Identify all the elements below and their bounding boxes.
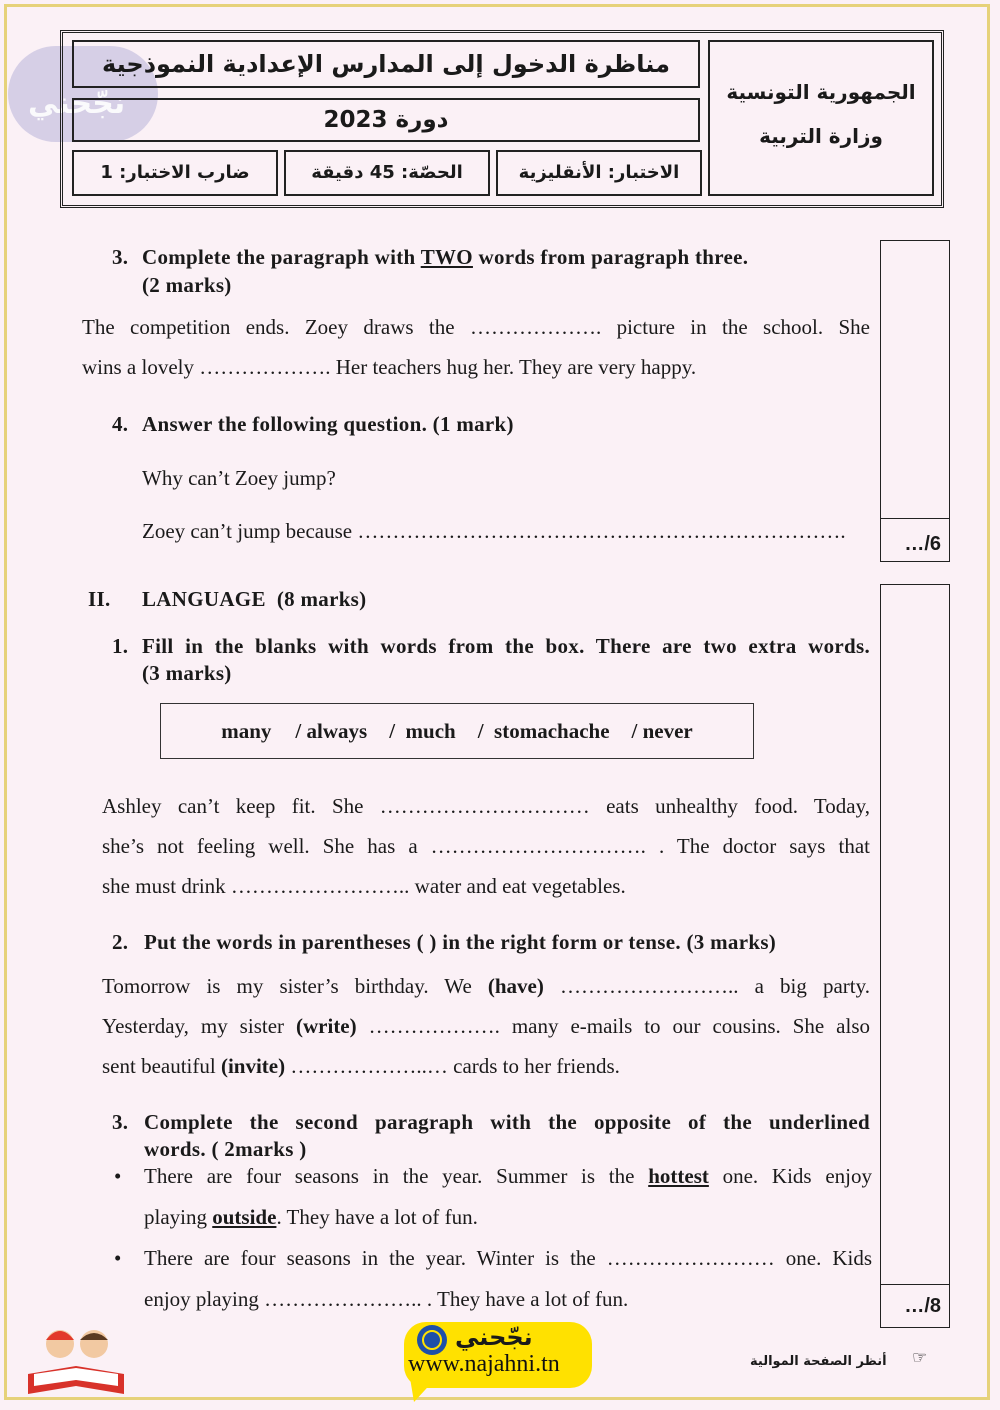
q4-question: Why can’t Zoey jump? [142, 466, 336, 490]
bullet-2: • [114, 1246, 122, 1270]
l-q3-number: 3. [112, 1110, 129, 1134]
word-box-item: / stomachache [477, 718, 610, 743]
page-border [4, 4, 990, 1400]
score-cell-part1 [880, 518, 950, 562]
l-q2-line-1 [102, 974, 870, 999]
l-q2-line-1-c: …………………….. a big party. [543, 974, 870, 998]
subject-box [496, 150, 702, 196]
q3-instruction-text: Complete the paragraph with [142, 245, 416, 269]
b1-text-b: one. Kids enjoy [708, 1164, 872, 1188]
watermark-brand: نجّحني [28, 86, 126, 121]
republic-label: الجمهورية التونسية [726, 80, 916, 104]
q3-marks: (2 marks) [142, 273, 232, 297]
l-q3-marks: words. ( 2marks ) [144, 1137, 307, 1161]
l-q2-line-2-c: ………………. many e-mails to our cousins. She also [356, 1014, 871, 1038]
b1-underlined-hottest: hottest [648, 1164, 709, 1188]
l-q1-instruction: Fill in the blanks with words from the box. There are two extra words. [142, 634, 870, 658]
word-box [160, 703, 754, 759]
next-page-label: أنظر الصفحة الموالية [750, 1354, 887, 1369]
l-q2-line-3-c: ………………..… cards to her friends. [285, 1054, 620, 1078]
coefficient-box [72, 150, 278, 196]
l-q2-instruction: Put the words in parentheses ( ) in the right form or tense. (3 marks) [144, 930, 777, 954]
q3-instruction-underlined: TWO [420, 245, 473, 269]
subject-label: الاختبار: الأنقليزية [518, 162, 680, 183]
word-box-item: / always [295, 718, 368, 743]
word-box-item: / much [389, 718, 456, 743]
q3-instruction [142, 245, 748, 270]
q4-answer-line: Zoey can’t jump because ……………………………………………………………. [142, 519, 846, 543]
bullet-2-line-2: enjoy playing ………………….. . They have a lot of fun. [144, 1287, 629, 1311]
b1-text-c: playing [144, 1205, 213, 1229]
site-link[interactable]: www.najahni.tn [408, 1351, 560, 1377]
l-q1-line-3: she must drink …………………….. water and eat vegetables. [102, 874, 626, 898]
score-column-part1 [880, 240, 950, 562]
l-q2-verb-invite: (invite) [220, 1054, 286, 1078]
l-q2-line-3 [102, 1054, 620, 1079]
l-q2-line-2-a: Yesterday, my sister [102, 1014, 296, 1038]
q3-line-2: wins a lovely ………………. Her teachers hug her. They are very happy. [82, 355, 697, 379]
b1-text-d: . They have a lot of fun. [276, 1205, 478, 1229]
part2-title: LANGUAGE (8 marks) [142, 587, 367, 611]
najahni-brand: نجّحني [455, 1323, 533, 1351]
part2-numeral: II. [88, 587, 111, 611]
word-box-item: many [221, 718, 272, 743]
l-q1-number: 1. [112, 634, 129, 658]
title-box [72, 40, 700, 88]
bullet-1: • [114, 1164, 122, 1188]
ministry-label: وزارة التربية [759, 124, 883, 148]
l-q3-instruction: Complete the second paragraph with the opposite of the underlined [144, 1110, 870, 1134]
bullet-2-line-1: There are four seasons in the year. Winter is the …………………… one. Kids [144, 1246, 872, 1270]
l-q2-line-2 [102, 1014, 870, 1039]
l-q2-verb-write: (write) [296, 1014, 357, 1038]
session-box [72, 98, 700, 142]
duration-box [284, 150, 490, 196]
l-q2-line-3-a: sent beautiful [102, 1054, 221, 1078]
l-q1-line-1: Ashley can’t keep fit. She ………………………… eats unhealthy food. Today, [102, 794, 870, 818]
score-column-part2 [880, 584, 950, 1328]
l-q1-line-2: she’s not feeling well. She has a …………………………. . The doctor says that [102, 834, 870, 858]
duration-label: الحصّة: 45 دقيقة [311, 162, 463, 183]
score-part1: …/6 [904, 533, 941, 555]
word-box-item: / never [631, 718, 693, 743]
l-q2-line-1-a: Tomorrow is my sister’s birthday. We [102, 974, 488, 998]
kid-cap-left [46, 1331, 74, 1340]
q3-line-1: The competition ends. Zoey draws the ………………. picture in the school. She [82, 315, 870, 339]
pointing-hand-icon: ☞ [912, 1348, 928, 1367]
bullet-1-line-1 [144, 1164, 872, 1189]
b1-text-a: There are four seasons in the year. Summer is the [144, 1164, 649, 1188]
q3-number: 3. [112, 245, 129, 269]
ministry-box [708, 40, 934, 196]
score-part2: …/8 [904, 1295, 941, 1317]
l-q2-verb-have: (have) [487, 974, 544, 998]
l-q1-marks: (3 marks) [142, 661, 232, 685]
bullet-1-line-2 [144, 1205, 478, 1230]
q4-instruction: Answer the following question. (1 mark) [142, 412, 514, 436]
coefficient-label: ضارب الاختبار: 1 [100, 162, 250, 183]
q4-number: 4. [112, 412, 129, 436]
b1-underlined-outside: outside [212, 1205, 277, 1229]
l-q2-number: 2. [112, 930, 129, 954]
bubble-tail [408, 1378, 438, 1404]
kids-reading-illustration [24, 1322, 128, 1398]
score-cell-part2 [880, 1284, 950, 1328]
session-label: دورة 2023 [323, 107, 449, 133]
competition-title: مناظرة الدخول إلى المدارس الإعدادية النموذجية [102, 50, 670, 78]
q3-instruction-rest: words from paragraph three. [478, 245, 749, 269]
